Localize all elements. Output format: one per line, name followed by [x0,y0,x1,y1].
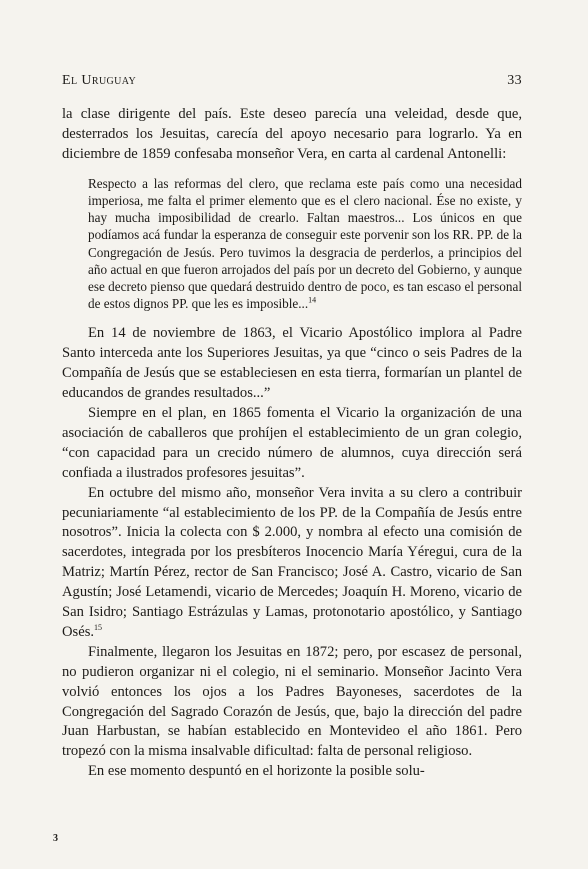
footnote-ref-15: 15 [94,623,103,633]
quote-text: Respecto a las reformas del clero, que reclama este país como una necesidad imperiosa, me falta el primer elemento que es el clero nacional. Ése no existe, y hay mucha imposibilidad de crearlo. Faltan maestros... Los únicos en que podíamos acá fundar la esperanza de conseguir este porvenir son los RR. PP. de la Congregación de Jesús. Pero tuvimos la desgracia de perderlos, a principios del año actual en que fueron arrojados del país por un decreto del Gobierno, y aunque ese decreto pienso que quedará destruido dentro de poco, es tan escaso el personal de estos dignos PP. que les es imposible... [88,175,522,312]
paragraph-1: la clase dirigente del país. Este deseo parecía una veleidad, desde que, desterrados los Jesuitas, carecía del apoyo necesario para lograrlo. Ya en diciembre de 1859 confesaba monseñor Vera, en carta al cardenal Antonelli: [62,106,522,162]
paragraph-5: Finalmente, llegaron los Jesuitas en 1872; pero, por escasez de personal, no pudieron organizar ni el colegio, ni el seminario. Monseñor Jacinto Vera volvió entonces los ojos a los Padres Bayoneses, sacerdotes de la Congregación del Sagrado Corazón de Jesús, que, bajo la dirección del padre Juan Harbustan, se habían establecido en Montevideo el año 1861. Pero tropezó con la misma insalvable dificultad: falta de personal religioso. [62,643,522,760]
paragraph-4 [62,484,522,643]
paragraph-6: En ese momento despuntó en el horizonte la posible solu- [88,763,425,780]
footnote-ref-14: 14 [308,295,317,305]
body-text [62,105,522,782]
printer-signature: 3 [53,833,58,844]
page-number: 33 [507,73,522,88]
paragraph-3: Siempre en el plan, en 1865 fomenta el Vicario la organización de una asociación de caballeros que prohíjen el establecimiento de un gran colegio, “con capacidad para un crecido número de alumnos, cuya dirección será confiada a ilustrados profesores jesuitas”. [62,404,522,481]
chapter-title: El Uruguay [62,73,137,88]
paragraph-2: En 14 de noviembre de 1863, el Vicario Apostólico implora al Padre Santo interceda ante los Superiores Jesuitas, ya que “cinco o seis Padres de la Compañía de Jesús que se estableciesen en esta tierra, formarían un plantel de educandos de grandes resultados...” [62,325,522,402]
paragraph-4-text: En octubre del mismo año, monseñor Vera invita a su clero a contribuir pecuniariamente “al establecimiento de los PP. de la Compañía de Jesús entre nosotros”. Inicia la colecta con $ 2.000, y nombra al efecto una comisión de sacerdotes, integrada por los presbíteros Inocencio María Yéregui, cura de la Matriz; Martín Pérez, rector de San Francisco; José A. Castro, vicario de San Agustín; José Letamendi, vicario de Mercedes; Joaquín H. Moreno, vicario de San Isidro; Santiago Estrázulas y Lamas, protonotario apostólico, y Santiago Osés. [62,484,522,640]
block-quote [88,175,522,313]
running-head [62,73,522,89]
